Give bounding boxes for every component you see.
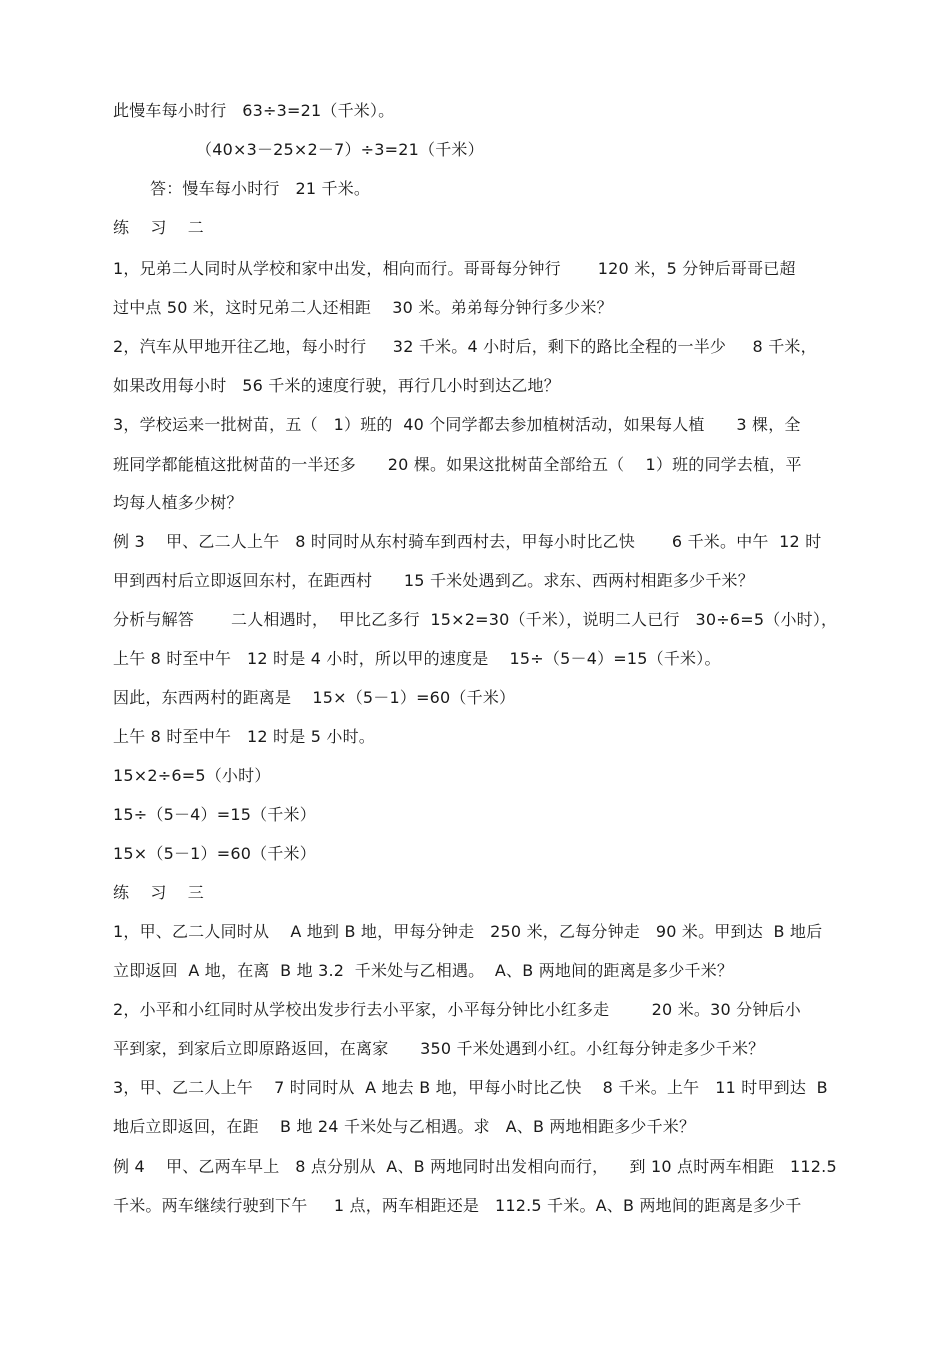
text-line: 3，甲、乙二人上午 7 时同时从 A 地去 B 地，甲每小时比乙快 8 千米。上午 11 时甲到达 B	[113, 1078, 828, 1097]
text-line: 如果改用每小时 56 千米的速度行驶，再行几小时到达乙地？	[113, 376, 560, 395]
text-line: 上午 8 时至中午 12 时是 5 小时。	[113, 727, 376, 746]
text-line: 3，学校运来一批树苗，五（ 1）班的 40 个同学都去参加植树活动，如果每人植 3 棵，全	[113, 415, 801, 434]
text-line: 答：慢车每小时行 21 千米。	[150, 179, 371, 198]
text-line: 分析与解答 二人相遇时， 甲比乙多行 15×2=30（千米），说明二人已行 30÷6=5（小时），	[113, 610, 838, 629]
text-line: 上午 8 时至中午 12 时是 4 小时，所以甲的速度是 15÷（5－4）=15（千米）。	[113, 649, 721, 668]
text-line: 甲到西村后立即返回东村，在距西村 15 千米处遇到乙。求东、西两村相距多少千米？	[113, 571, 754, 590]
formula-line: 15÷（5－4）=15（千米）	[113, 805, 316, 824]
text-line: （40×3－25×2－7）÷3=21（千米）	[196, 140, 484, 159]
formula-line: 15×2÷6=5（小时）	[113, 766, 271, 785]
text-line: 过中点 50 米，这时兄弟二人还相距 30 米。弟弟每分钟行多少米？	[113, 298, 613, 317]
example-line: 例 4 甲、乙两车早上 8 点分别从 A、B 两地同时出发相向而行， 到 10 点时两车相距 112.5	[113, 1157, 837, 1176]
example-line: 例 3 甲、乙二人上午 8 时同时从东村骑车到西村去，甲每小时比乙快 6 千米。中午 12 时	[113, 532, 822, 551]
text-line: 因此，东西两村的距离是 15×（5－1）=60（千米）	[113, 688, 516, 707]
text-line: 立即返回 A 地，在离 B 地 3.2 千米处与乙相遇。 A、B 两地间的距离是多少千米？	[113, 961, 734, 980]
text-line: 平到家，到家后立即原路返回，在离家 350 千米处遇到小红。小红每分钟走多少千米？	[113, 1039, 765, 1058]
text-line: 地后立即返回，在距 B 地 24 千米处与乙相遇。求 A、B 两地相距多少千米？	[113, 1117, 696, 1136]
text-line: 班同学都能植这批树苗的一半还多 20 棵。如果这批树苗全部给五（ 1）班的同学去植，平	[113, 455, 802, 474]
text-line: 1，甲、乙二人同时从 A 地到 B 地，甲每分钟走 250 米，乙每分钟走 90 米。甲到达 B 地后	[113, 922, 823, 941]
formula-line: 15×（5－1）=60（千米）	[113, 844, 316, 863]
text-line: 1，兄弟二人同时从学校和家中出发，相向而行。哥哥每分钟行 120 米，5 分钟后哥哥已超	[113, 259, 796, 278]
text-line: 均每人植多少树？	[113, 493, 243, 512]
text-line: 此慢车每小时行 63÷3=21（千米）。	[113, 101, 395, 120]
text-line: 千米。两车继续行驶到下午 1 点，两车相距还是 112.5 千米。A、B 两地间的距离是多少千	[113, 1196, 802, 1215]
section-heading: 练 习 二	[113, 218, 204, 237]
section-heading: 练 习 三	[113, 883, 204, 902]
text-line: 2，汽车从甲地开往乙地，每小时行 32 千米。4 小时后，剩下的路比全程的一半少 8 千米，	[113, 337, 817, 356]
text-line: 2，小平和小红同时从学校出发步行去小平家，小平每分钟比小红多走 20 米。30 分钟后小	[113, 1000, 801, 1019]
